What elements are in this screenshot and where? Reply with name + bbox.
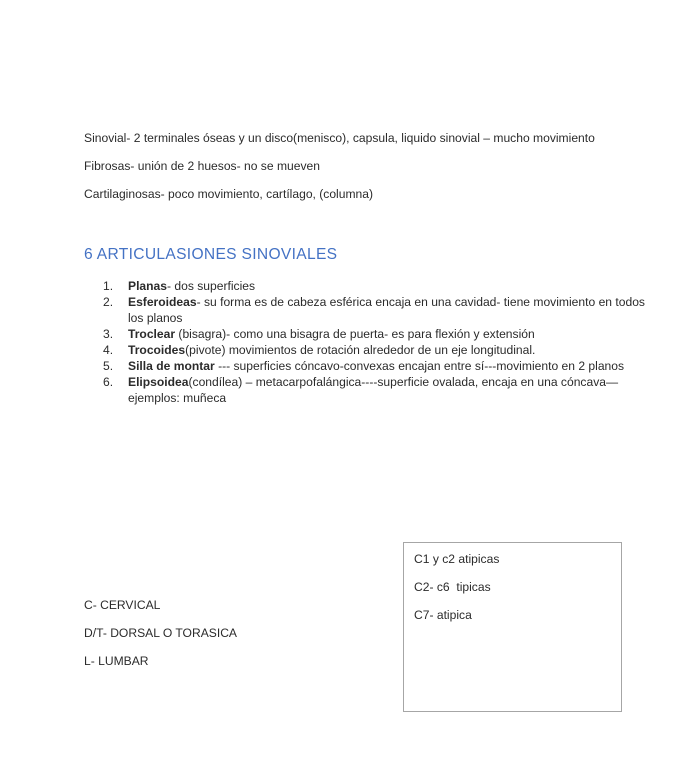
spine-paragraph-cervical: C- CERVICAL [84, 598, 161, 612]
spine-paragraph-group [84, 598, 384, 681]
list-item-text [128, 327, 650, 343]
list-item-description: (bisagra)- como una bisagra de puerta- es para flexión y extensión [175, 326, 535, 341]
spine-paragraph-lumbar: L- LUMBAR [84, 653, 149, 668]
list-item-term: Trocoides [128, 342, 186, 357]
numbered-list [84, 279, 650, 407]
list-item-term: Troclear [128, 326, 176, 341]
list-marker: 4. [103, 342, 114, 357]
list-item-term: Elipsoidea [128, 375, 189, 390]
text-box-content [404, 543, 621, 622]
bordered-text-box [403, 542, 622, 712]
list-item-text [128, 343, 650, 359]
intro-paragraph-sinovial: Sinovial- 2 terminales óseas y un disco(menisco), capsula, liquido sinovial – mucho movimiento [84, 131, 595, 145]
section-heading: 6 ARTICULASIONES SINOVIALES [84, 246, 338, 263]
text-box-line: C2- c6 tipicas [414, 579, 491, 594]
list-item [84, 327, 650, 343]
spine-paragraph-dorsal: D/T- DORSAL O TORASICA [84, 625, 237, 640]
list-marker: 6. [103, 375, 114, 390]
list-item-description: - su forma es de cabeza esférica encaja en una cavidad- tiene movimiento en todos los planos [128, 295, 649, 325]
list-marker: 2. [103, 295, 114, 310]
list-marker: 1. [103, 279, 114, 293]
list-item-term: Esferoideas [128, 295, 197, 310]
list-item-description: (pivote) movimientos de rotación alrededor de un eje longitudinal. [185, 342, 536, 357]
list-item [84, 375, 650, 406]
list-item [84, 359, 650, 375]
list-item-term: Silla de montar [128, 358, 215, 373]
list-item [84, 295, 650, 326]
list-marker: 3. [103, 326, 114, 341]
list-item [84, 279, 650, 295]
intro-paragraph-cartilaginosas: Cartilaginosas- poco movimiento, cartílago, (columna) [84, 186, 374, 201]
list-item-description: - dos superficies [167, 279, 256, 293]
text-box-line: C1 y c2 atipicas [414, 552, 500, 566]
intro-paragraph-fibrosas: Fibrosas- unión de 2 huesos- no se mueven [84, 158, 320, 173]
intro-paragraph-group [84, 131, 644, 214]
list-item-term: Planas [128, 279, 167, 293]
list-item-text [128, 375, 650, 406]
list-item-text [128, 279, 650, 295]
list-marker: 5. [103, 358, 114, 373]
text-box-line: C7- atipica [414, 607, 472, 622]
list-item [84, 343, 650, 359]
list-item-description: --- superficies cóncavo-convexas encajan entre sí---movimiento en 2 planos [214, 358, 625, 373]
list-item-text [128, 295, 650, 326]
list-item-text [128, 359, 650, 375]
list-item-description: (condílea) – metacarpofalángica----superficie ovalada, encaja en una cóncava—ejemplos: muñeca [128, 375, 619, 405]
